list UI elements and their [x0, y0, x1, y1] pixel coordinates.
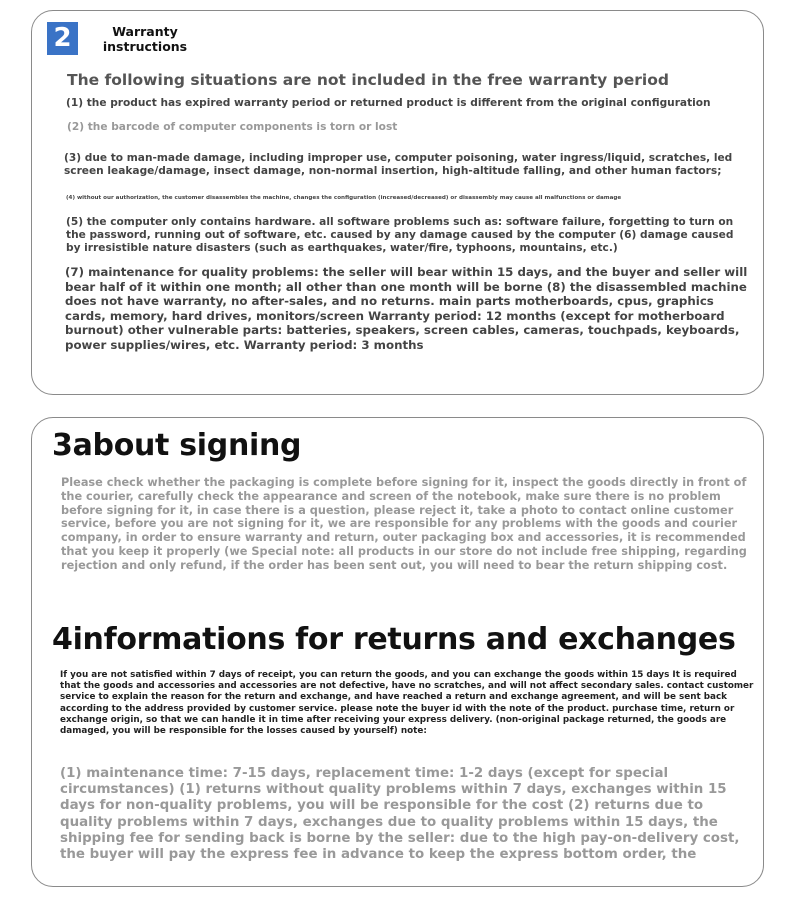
warranty-title: Warranty instructions — [102, 24, 188, 54]
warranty-item-1: (1) the product has expired warranty period or returned product is different from the original configuration — [66, 97, 711, 109]
warranty-item-3: (3) due to man-made damage, including improper use, computer poisoning, water ingress/liquid, scratches, led screen leakage/damage, insect damage, non-normal insertion, high-altitude falling, and other human factors; — [64, 152, 733, 177]
warranty-item-5: (5) the computer only contains hardware. all software problems such as: software failure, forgetting to turn on the password, running out of software, etc. caused by any damage caused by the computer (6) damage caused by irresistible nature disasters (such as earthquakes, water/fire, typhoons, mountains, etc.) — [66, 216, 734, 254]
returns-heading: 4informations for returns and exchanges — [52, 622, 736, 657]
returns-body: If you are not satisfied within 7 days of receipt, you can return the goods, and you can exchange the goods within 15 days It is required that the goods and accessories and accessories are not defective, have no scratches, and will not affect secondary sales. contact customer service to explain the reason for the return and exchange, and have reached a return and exchange agreement, and will be sent back according to the address provided by customer service. please note the buyer id with the note of the product. purchase time, return or exchange origin, so that we can handle it in time after receiving your express delivery. (non-original package returned, the goods are damaged, you will be responsible for the losses caused by yourself) note: — [60, 670, 754, 737]
signing-heading: 3about signing — [52, 428, 302, 463]
signing-body: Please check whether the packaging is complete before signing for it, inspect the goods directly in front of the courier, carefully check the appearance and screen of the notebook, make sure there is no problem before signing for it, in case there is a question, please reject it, take a photo to contact online customer service, before you are not signing for it, we are responsible for any problems with the goods and courier company, in order to ensure warranty and return, outer packaging box and accessories, it is recommended that you keep it properly (we Special note: all products in our store do not include free shipping, regarding rejection and only refund, if the order has been sent out, you will need to bear the return shipping cost. — [61, 476, 747, 572]
warranty-heading: The following situations are not included in the free warranty period — [67, 71, 669, 89]
warranty-item-2: (2) the barcode of computer components is torn or lost — [67, 121, 398, 133]
warranty-item-4: (4) without our authorization, the customer disassembles the machine, changes the configuration (increased/decreased) or disassembly may cause all malfunctions or damage — [66, 195, 622, 201]
warranty-item-7: (7) maintenance for quality problems: the seller will bear within 15 days, and the buyer and seller will bear half of it within one month; all other than one month will be borne (8) the disassembled machine does not have warranty, no after-sales, and no returns. main parts motherboards, cpus, graphics cards, memory, hard drives, monitors/screen Warranty period: 12 months (except for motherboard burnout) other vulnerable parts: batteries, speakers, screen cables, cameras, touchpads, keyboards, power supplies/wires, etc. Warranty period: 3 months — [65, 265, 748, 352]
returns-notes: (1) maintenance time: 7-15 days, replacement time: 1-2 days (except for special circumstances) (1) returns without quality problems within 7 days, exchanges within 15 days for non-quality problems, you will be responsible for the cost (2) returns due to quality problems within 7 days, exchanges due to quality problems within 15 days, the shipping fee for sending back is borne by the seller: due to the high pay-on-delivery cost, the buyer will pay the express fee in advance to keep the express bottom order, the — [60, 766, 740, 863]
section-number-badge: 2 — [47, 22, 78, 55]
